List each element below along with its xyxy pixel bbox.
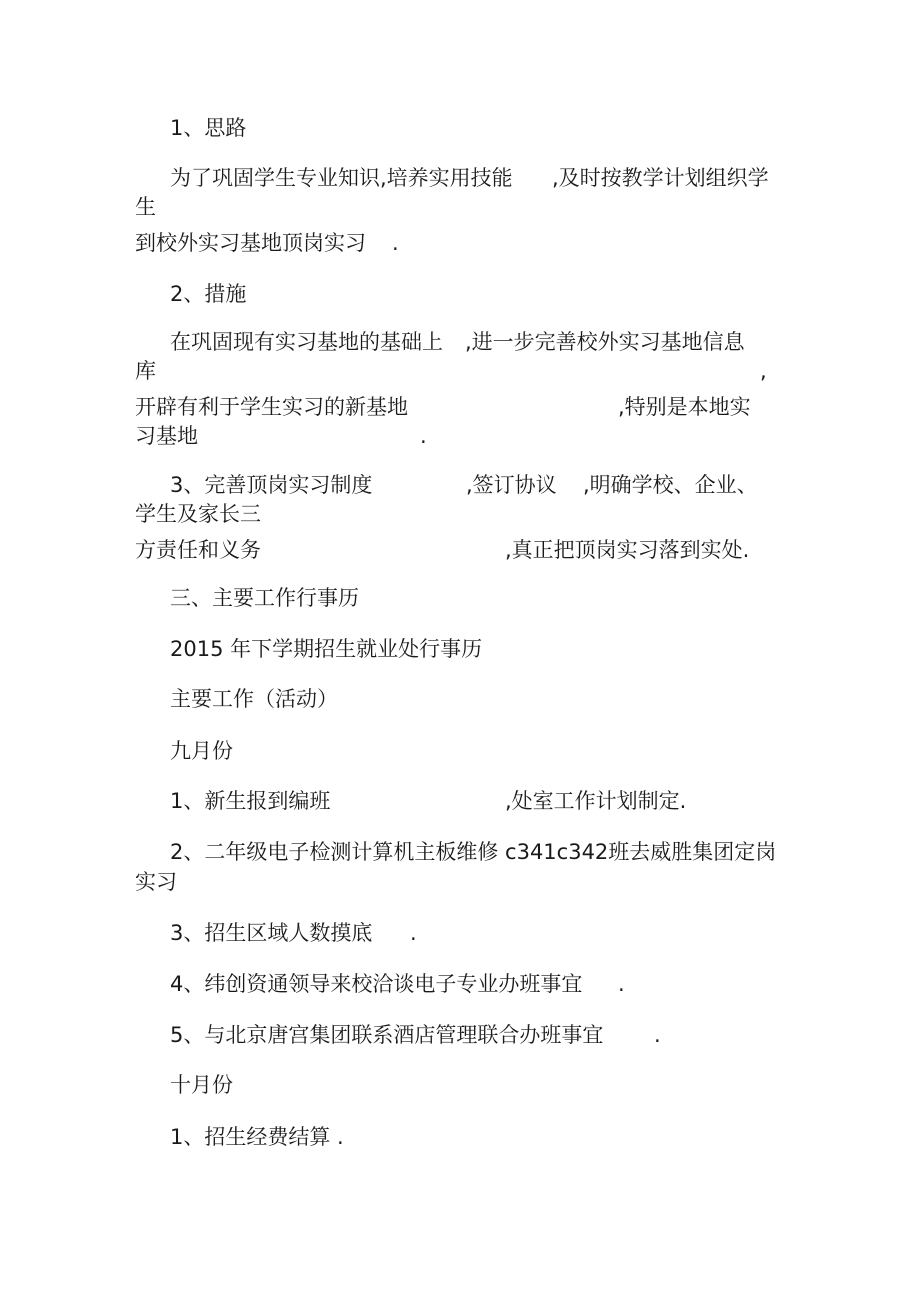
month-october: 十月份 xyxy=(170,1073,233,1097)
oct-item-1: 1、招生经费结算 . xyxy=(170,1125,344,1149)
sept-item-1-a: 1、新生报到编班 xyxy=(170,789,331,813)
calendar-title: 2015 年下学期招生就业处行事历 xyxy=(170,637,483,661)
approach-text-2: ,及时按教学计划组织学 xyxy=(552,166,769,190)
approach-text-4: 到校外实习基地顶岗实习 xyxy=(135,231,366,255)
approach-text-5: . xyxy=(392,231,399,255)
approach-text-1: 为了巩固学生专业知识,培养实用技能 xyxy=(170,166,513,190)
measures-text-3: 库 xyxy=(135,359,156,383)
sept-item-2-b: 实习 xyxy=(135,870,177,894)
sept-item-4-b: . xyxy=(618,972,625,996)
sept-item-3-b: . xyxy=(410,921,417,945)
heading-approach: 1、思路 xyxy=(170,116,247,140)
measures-text-6: ,特别是本地实 xyxy=(618,395,751,419)
sept-item-2-a: 2、二年级电子检测计算机主板维修 c341c342班去威胜集团定岗 xyxy=(170,840,777,864)
item3-text-3: ,明确学校、企业、 xyxy=(583,473,758,497)
sept-item-1-b: ,处室工作计划制定. xyxy=(505,789,687,813)
measures-text-8: . xyxy=(420,424,427,448)
item3-text-1: 3、完善顶岗实习制度 xyxy=(170,473,373,497)
calendar-subtitle: 主要工作（活动） xyxy=(170,687,338,711)
sept-item-4-a: 4、纬创资通领导来校洽谈电子专业办班事宜 xyxy=(170,972,583,996)
item3-text-5: 方责任和义务 xyxy=(135,538,261,562)
month-september: 九月份 xyxy=(170,739,233,763)
item3-text-4: 学生及家长三 xyxy=(135,502,261,526)
measures-text-4: , xyxy=(760,359,767,383)
sept-item-5-a: 5、与北京唐宫集团联系酒店管理联合办班事宜 xyxy=(170,1023,604,1047)
heading-measures: 2、措施 xyxy=(170,282,247,306)
sept-item-3-a: 3、招生区域人数摸底 xyxy=(170,921,373,945)
measures-text-7: 习基地 xyxy=(135,424,198,448)
sept-item-5-b: . xyxy=(654,1023,661,1047)
approach-text-3: 生 xyxy=(135,195,156,219)
section-heading-calendar: 三、主要工作行事历 xyxy=(170,586,359,610)
item3-text-6: ,真正把顶岗实习落到实处. xyxy=(505,538,750,562)
measures-text-2: ,进一步完善校外实习基地信息 xyxy=(465,330,745,354)
item3-text-2: ,签订协议 xyxy=(466,473,557,497)
measures-text-1: 在巩固现有实习基地的基础上 xyxy=(170,330,443,354)
measures-text-5: 开辟有利于学生实习的新基地 xyxy=(135,395,408,419)
